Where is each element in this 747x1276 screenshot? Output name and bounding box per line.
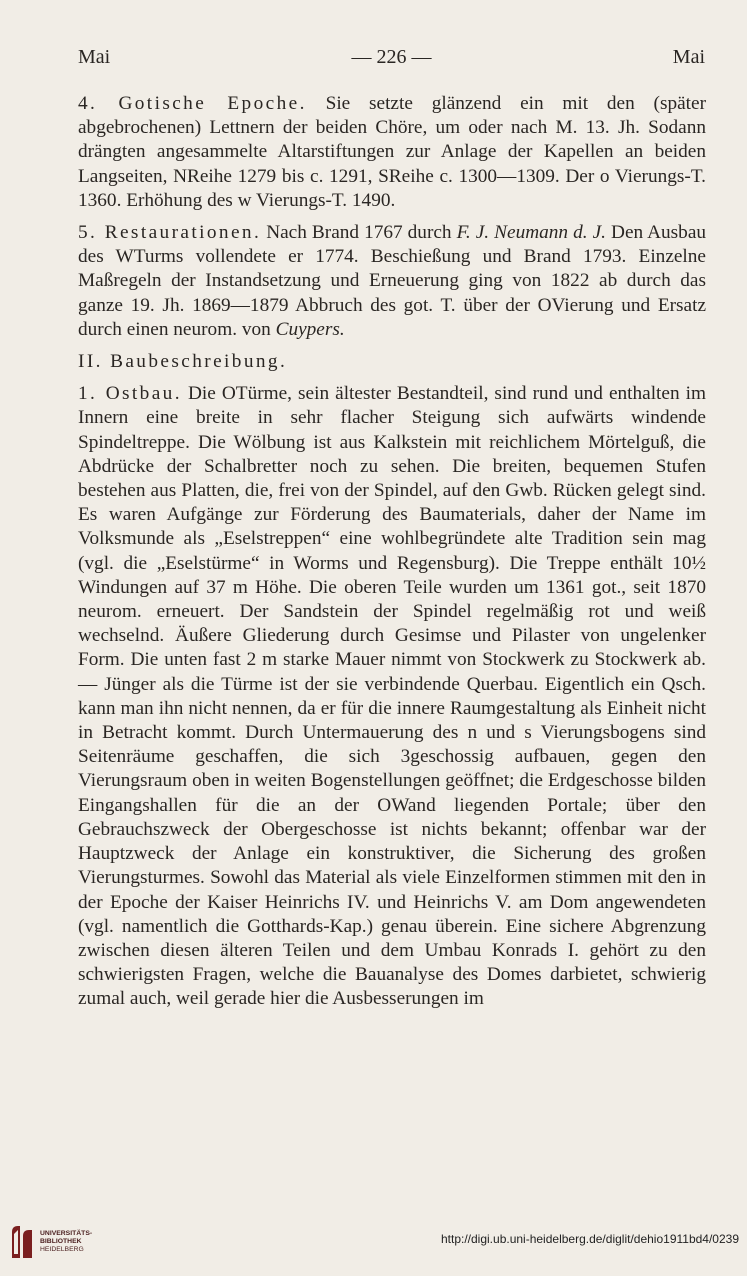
section-lead: 4. Gotische Epoche. bbox=[78, 93, 307, 114]
header-month-right: Mai bbox=[672, 46, 705, 68]
section-lead: 5. Restaurationen. bbox=[78, 222, 262, 244]
permalink-url[interactable]: http://digi.ub.uni-heidelberg.de/diglit/dehio1911bd4/0239 bbox=[440, 1232, 739, 1246]
library-logo[interactable] bbox=[8, 1224, 128, 1264]
paragraph-ostbau bbox=[78, 382, 706, 1011]
section-heading-baubeschreibung bbox=[78, 350, 706, 374]
paragraph-text: Den Ausbau des WTurms vollendete er 1774. Beschießung und Brand 1793. Einzelne Maßregeln der Instandsetzung und Erneuerung ging von 1822 ab durch das ganze 19. Jh. 1869—1879 Abbruch des got. T. über der OVierung und Ersatz durch einen neurom. von bbox=[78, 222, 707, 340]
header-month-left: Mai bbox=[78, 46, 111, 68]
running-header bbox=[78, 46, 705, 76]
paragraph-text: Sie setzte glänzend ein mit den (später abgebrochenen) Lettnern der beiden Chöre, um oder nach M. 13. Jh. Sodann drängten angesammelte Altarstiftungen zur Anlage der Kapellen an beiden Langseiten, NReihe 1279 bis c. 1291, SReihe c. 1300—1309. Der o Vierungs-T. 1360. Erhöhung des w Vierungs-T. 1490. bbox=[78, 93, 706, 211]
architect-name: F. J. Neumann d. J. bbox=[456, 222, 606, 244]
section-lead: 1. Ostbau. bbox=[78, 383, 182, 405]
heidelberg-seal-icon bbox=[8, 1224, 36, 1260]
logo-line-3: HEIDELBERG bbox=[40, 1246, 84, 1253]
architect-name: Cuypers. bbox=[275, 318, 345, 340]
paragraph-gotische-epoche bbox=[78, 92, 706, 213]
paragraph-restaurationen bbox=[78, 221, 706, 342]
logo-line-2: BIBLIOTHEK bbox=[40, 1238, 82, 1245]
library-name bbox=[40, 1230, 92, 1254]
page-number: — 226 — bbox=[351, 46, 432, 68]
body-text bbox=[78, 92, 706, 1020]
paragraph-text: Nach Brand 1767 durch bbox=[261, 222, 457, 244]
section-heading: II. Baubeschreibung. bbox=[78, 351, 288, 373]
paragraph-text: Die OTürme, sein ältester Bestandteil, sind rund und enthalten im Innern eine breite in sehr flacher Steigung sich aufwärts windende Spindeltreppe. Die Wölbung ist aus Kalkstein mit reichlichem Mörtelguß, die Abdrücke der Schalbretter noch zu sehen. Die breiten, bequemen Stufen bestehen aus Platten, die, frei von der Spindel, auf den Gwb. Rücken gelegt sind. Es waren Aufgänge zur Förderung des Baumaterials, daher der Name im Volksmunde als „Eselstreppen“ eine wohlbegründete alte Tradition sein mag (vgl. die „Eselstürme“ in Worms und Regensburg). Die Treppe enthält 10½ Windungen auf 37 m Höhe. Die oberen Teile wurden um 1361 got., seit 1870 neurom. erneuert. Der Sandstein der Spindel regelmäßig rot und weiß wechselnd. Äußere Gliederung durch Gesimse und Pilaster von ungelenker Form. Die unten fast 2 m starke Mauer nimmt von Stockwerk zu Stockwerk ab. — Jünger als die Türme ist der sie verbindende Querbau. Eigentlich ein Qsch. kann man ihn nicht nennen, da er für die innere Raumgestaltung als Einheit nicht in Betracht kommt. Durch Untermauerung des n und s Vierungsbogens sind Seitenräume geschaffen, die sich 3geschossig aufbauen, gegen den Vierungsraum oben in weiten Bogenstellungen geöffnet; die Erdgeschosse bilden Eingangshallen für die an der OWand liegenden Portale; über den Gebrauchszweck der Obergeschosse ist nichts bekannt; offenbar war der Hauptzweck der Anlage ein konstruktiver, die Sicherung des großen Vierungsturmes. Sowohl das Material als viele Einzelformen stimmen mit den in der Epoche der Kaiser Heinrichs IV. und Heinrichs V. am Dom angewendeten (vgl. namentlich die Gotthards-Kap.) genau überein. Eine sichere Abgrenzung zwischen diesen älteren Teilen und dem Umbau Konrads I. gehört zu den schwierigsten Fragen, welche die Bauanalyse des Domes darbietet, schwierig zumal auch, weil gerade hier die Ausbesserungen im bbox=[78, 383, 707, 1010]
logo-line-1: UNIVERSITÄTS- bbox=[40, 1230, 93, 1237]
digitization-footer bbox=[0, 1222, 747, 1262]
